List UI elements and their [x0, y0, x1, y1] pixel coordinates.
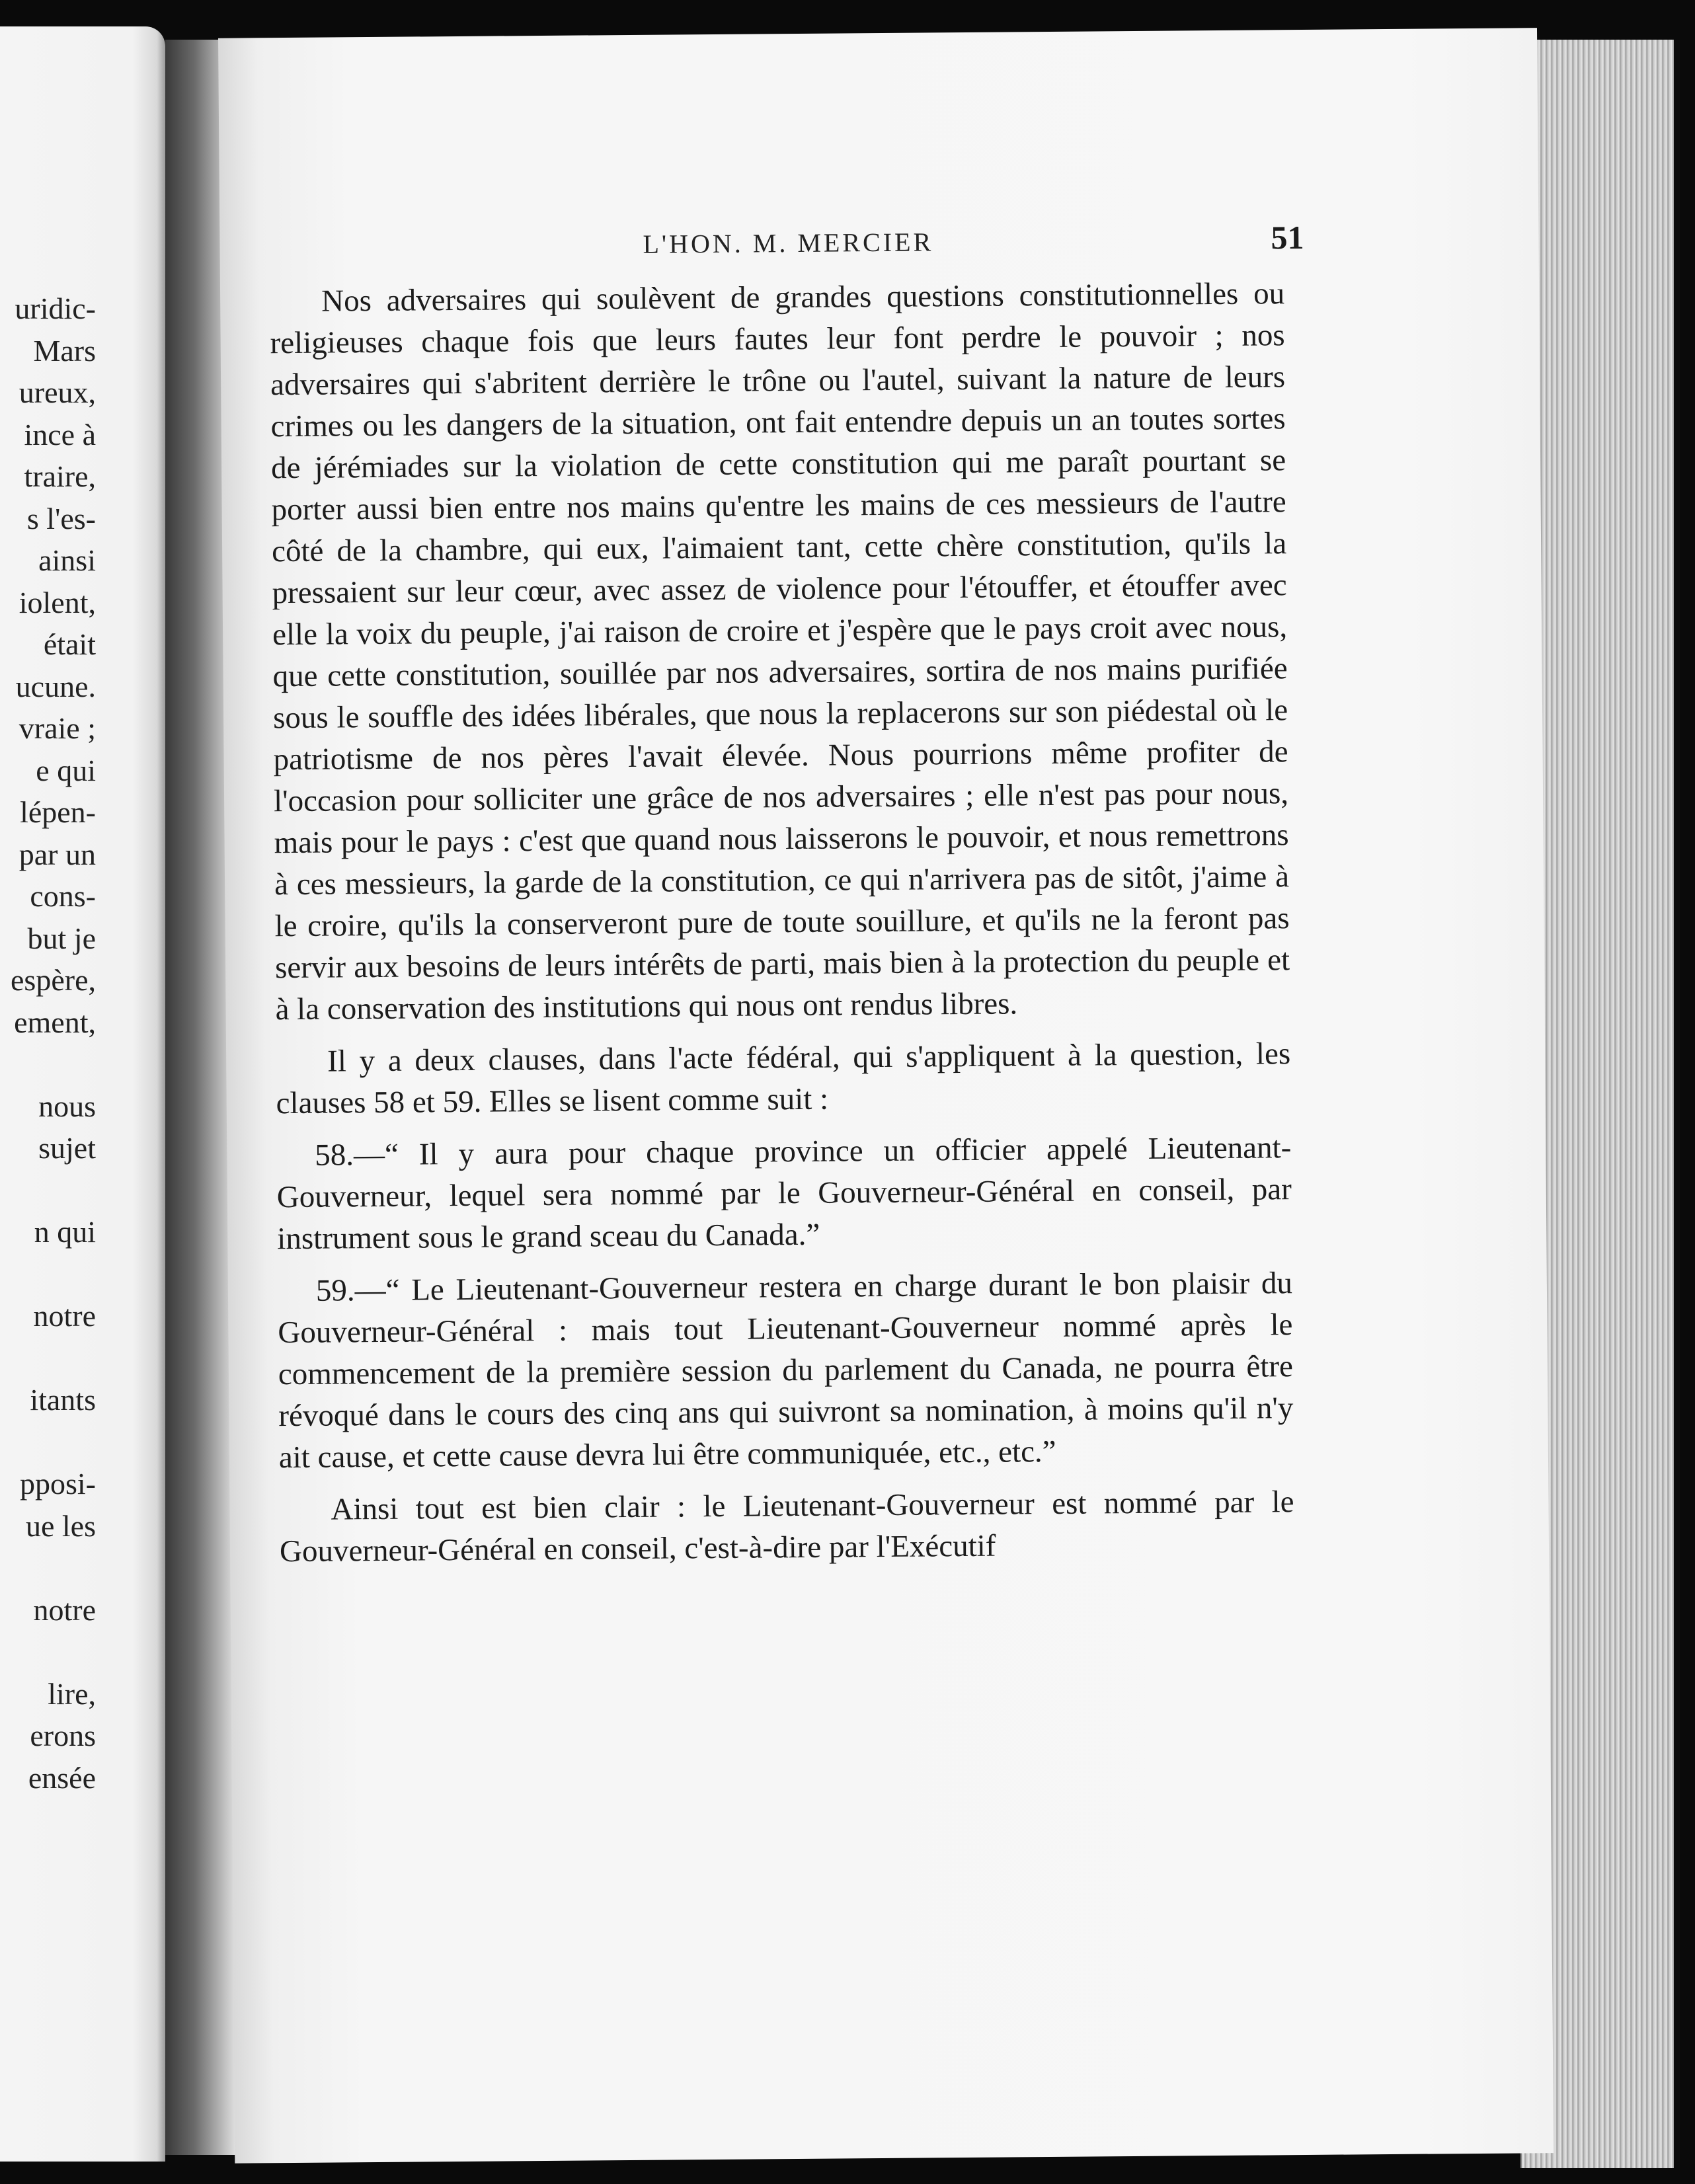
facing-page-line: vraie ;	[19, 711, 96, 745]
book-page	[218, 28, 1554, 2164]
facing-page-line	[0, 1337, 96, 1380]
quoted-clause-59: 59.—“ Le Lieutenant-Gouverneur restera en charge durant le bon plaisir du Gouverneur-Général : mais tout Lieutenant-Gouverneur nommé après le commencement de la première session du parlement du Canada, ne pourra être révoqué dans le cours des cinq ans qui suivront sa nomination, à moins qu'il n'y ait cause, et cette cause devra lui être communiquée, etc., etc.”	[278, 1266, 1294, 1475]
facing-page-line: but je	[27, 921, 96, 955]
paragraph: Ainsi tout est bien clair : le Lieutenant-Gouverneur est nommé par le Gouverneur-Général en conseil, c'est-à-dire par l'Exécutif	[279, 1485, 1294, 1569]
facing-page-line: Mars	[33, 333, 96, 368]
facing-page-line: ensée	[28, 1760, 96, 1795]
facing-page-line: ureux,	[19, 375, 96, 409]
facing-page-line: espère,	[11, 963, 96, 997]
facing-page-line: itants	[30, 1383, 96, 1417]
facing-page-line: s l'es-	[26, 501, 96, 535]
facing-page-line: uridic-	[15, 292, 96, 325]
facing-page-line: sujet	[38, 1131, 96, 1165]
facing-page-line	[0, 1631, 96, 1673]
facing-page-line: ue les	[25, 1508, 96, 1543]
facing-page-line: ement,	[14, 1005, 96, 1039]
facing-page-line: ucune.	[15, 669, 96, 703]
quoted-clause-58: 58.—“ Il y aura pour chaque province un officier appelé Lieutenant-Gouverneur, lequel sera nommé par le Gouverneur-Général en conseil, par instrument sous le grand sceau du Canada.”	[276, 1130, 1292, 1257]
facing-page-line: était	[43, 627, 96, 661]
facing-page-line: notre	[33, 1299, 96, 1333]
facing-page-line: traire,	[24, 459, 96, 493]
facing-page-line: ince à	[24, 417, 96, 451]
facing-page-line: cons-	[30, 879, 96, 913]
facing-page-line: ainsi	[38, 543, 96, 577]
facing-page-line: par un	[19, 837, 96, 871]
body-text	[270, 273, 1294, 1573]
facing-page-line	[0, 1169, 96, 1212]
facing-page-line: n qui	[34, 1215, 96, 1249]
facing-page-line: e qui	[36, 753, 96, 787]
page-number: 51	[1271, 218, 1304, 256]
facing-page-line: nous	[38, 1089, 96, 1123]
facing-page-left	[0, 26, 165, 2162]
facing-page-line: lire,	[48, 1676, 96, 1711]
facing-page-line: iolent,	[19, 585, 96, 619]
facing-page-line: erons	[30, 1719, 96, 1752]
facing-page-line	[0, 1253, 96, 1296]
paragraph: Nos adversaires qui soulèvent de grandes questions constitutionnelles ou religieuses chaque fois que leurs fautes leur font perdre le pouvoir ; nos adversaires qui s'abritent derrière le trône ou l'autel, suivant la nature de leurs crimes ou les dangers de la situation, ont fait entendre depuis un an toutes sortes de jérémiades sur la violation de cette constitution qui me paraît pourtant se porter aussi bien entre nos mains qu'entre les mains de ces messieurs de l'autre côté de la chambre, qui eux, l'aimaient tant, cette chère constitution, qu'ils la pressaient sur leur cœur, avec assez de violence pour l'étouffer, et étouffer avec elle la voix du peuple, j'ai raison de croire et j'espère que le pays croit avec nous, que cette constitution, souillée par nos adversaires, sortira de nos mains purifiée sous le souffle des idées libérales, que nous la replacerons sur son piédestal où le patriotisme de nos pères l'avait élevée. Nous pourrions même profiter de l'occasion pour solliciter une grâce de nos adversaires ; elle n'est pas pour nous, mais pour le pays : c'est que quand nous laisserons le pouvoir, et nous remettrons à ces messieurs, la garde de la constitution, ce qui n'arrivera pas de sitôt, j'aime à le croire, qu'ils la conserveront pure de toute souillure, et qu'ils ne la feront pas servir aux besoins de leurs intérêts de parti, mais bien à la protection du peuple et à la conservation des institutions qui nous ont rendus libres.	[270, 276, 1290, 1027]
facing-page-line: pposi-	[20, 1467, 96, 1501]
paragraph: Il y a deux clauses, dans l'acte fédéral, qui s'appliquent à la question, les clauses 58 et 59. Elles se lisent comme suit :	[276, 1036, 1291, 1121]
facing-page-line: lépen-	[20, 795, 96, 829]
facing-page-line	[0, 1043, 96, 1085]
facing-page-line: notre	[33, 1592, 96, 1627]
facing-page-text	[0, 288, 96, 1799]
running-head	[219, 216, 1538, 266]
running-head-title: L'HON. M. MERCIER	[643, 227, 934, 259]
facing-page-line	[0, 1547, 96, 1589]
facing-page-line	[0, 1421, 96, 1463]
